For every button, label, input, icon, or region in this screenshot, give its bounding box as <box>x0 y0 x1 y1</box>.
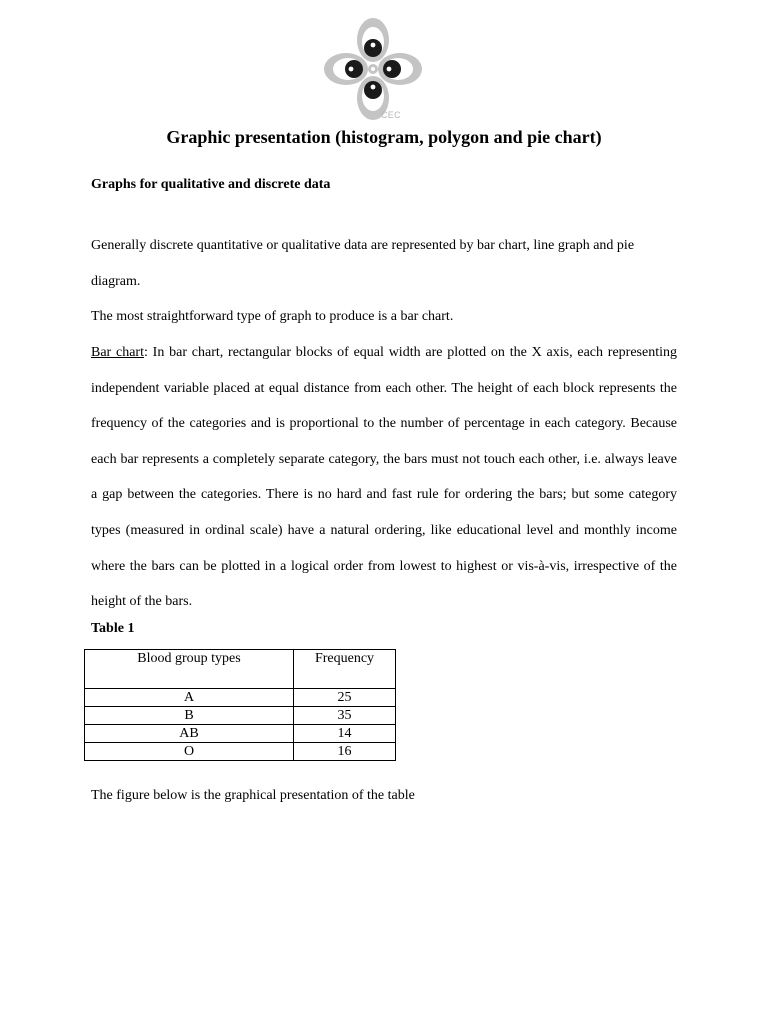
table-caption: Table 1 <box>91 621 135 636</box>
table-cell: B <box>85 707 294 725</box>
blood-group-table <box>84 649 396 761</box>
bar-chart-definition-paragraph <box>91 335 677 620</box>
table-cell: 16 <box>294 743 396 761</box>
bar-chart-intro-paragraph: The most straightforward type of graph to produce is a bar chart. <box>91 309 454 324</box>
cec-logo-icon <box>322 14 424 124</box>
page-title: Graphic presentation (histogram, polygon and pie chart) <box>166 127 602 147</box>
figure-note: The figure below is the graphical presentation of the table <box>91 788 415 803</box>
table-header-row <box>85 650 396 689</box>
section-heading: Graphs for qualitative and discrete data <box>91 177 331 192</box>
bar-chart-term: Bar chart <box>91 345 144 360</box>
table-row <box>85 725 396 743</box>
table-row <box>85 689 396 707</box>
bar-chart-definition-text: : In bar chart, rectangular blocks of equal width are plotted on the X axis, each representing independent variable placed at equal distance from each other. The height of each block represents the frequency of the categories and is proportional to the number of percentage in each category. Because each bar represents a completely separate category, the bars must not touch each other, i.e. always leave a gap between the categories. There is no hard and fast rule for ordering the bars; but some category types (measured in ordinal scale) have a natural ordering, like educational level and monthly income where the bars can be plotted in a logical order from lowest to highest or vis-à-vis, irrespective of the height of the bars. <box>91 345 677 610</box>
intro-paragraph: Generally discrete quantitative or qualitative data are represented by bar chart, line graph and pie diagram. <box>91 238 635 289</box>
table-cell: 25 <box>294 689 396 707</box>
table-cell: 35 <box>294 707 396 725</box>
table-cell: A <box>85 689 294 707</box>
table-header-cell: Blood group types <box>85 650 294 689</box>
table-cell: 14 <box>294 725 396 743</box>
table-row <box>85 707 396 725</box>
logo-text: CEC <box>381 110 401 120</box>
table-row <box>85 743 396 761</box>
table-cell: AB <box>85 725 294 743</box>
table-header-cell: Frequency <box>294 650 396 689</box>
table-cell: O <box>85 743 294 761</box>
